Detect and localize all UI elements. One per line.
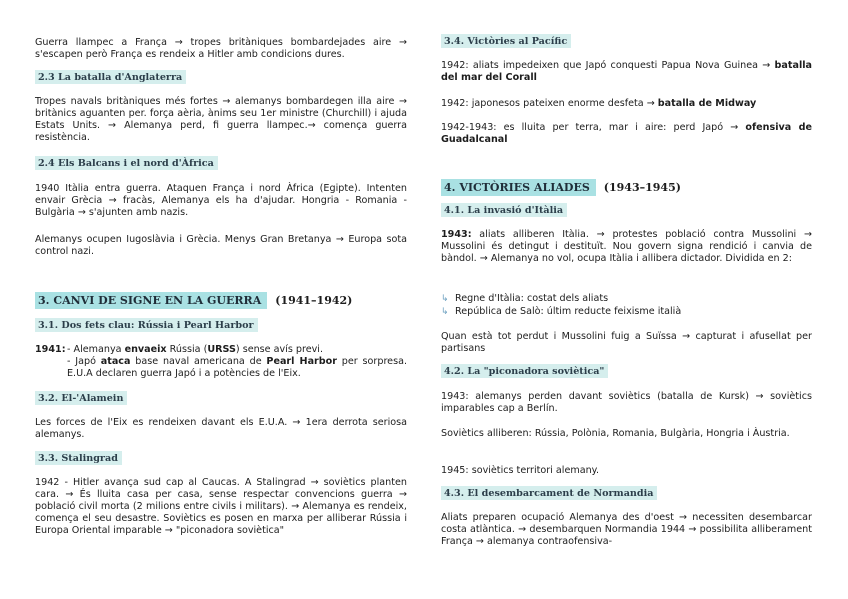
paragraph-4-1: 1943: aliats alliberen Itàlia. → protestes població contra Mussolini → Mussolini és detingut i destituït. Nou govern signa rendició i canvia de bàndol. → Alemanya no vol, ocupa Itàlia i allibera dictador. Dividida en 2: <box>441 229 812 264</box>
pacific-1942-corall: 1942: aliats impedeixen que Japó conquesti Papua Nova Guinea → batalla del mar del Corall <box>441 60 812 83</box>
heading-3-1: 3.1. Dos fets clau: Rússia i Pearl Harbor <box>35 318 258 332</box>
paragraph-4-2c: 1945: soviètics territori alemany. <box>441 465 600 476</box>
paragraph-2-4b: Alemanys ocupen Iugoslàvia i Grècia. Menys Gran Bretanya → Europa sota control nazi. <box>35 234 407 257</box>
section-3-years: (1941–1942) <box>275 294 353 307</box>
paragraph-4-3: Aliats preparen ocupació Alemanya des d'oest → necessiten desembarcar costa atlàntica. → desembarquen Normandia 1944 → possibilita alliberament França → alemanya contraofensiva- <box>441 512 812 547</box>
paragraph-4-1-end: Quan està tot perdut i Mussolini fuig a Suïssa → capturat i afusellat per partisans <box>441 331 812 354</box>
pacific-guadalcanal: 1942-1943: es lluita per terra, mar i aire: perd Japó → ofensiva de Guadalcanal <box>441 122 813 145</box>
section-3-title: 3. CANVI DE SIGNE EN LA GUERRA <box>35 292 267 309</box>
heading-4-2: 4.2. La "piconadora soviètica" <box>441 364 608 378</box>
heading-4-1: 4.1. La invasió d'Itàlia <box>441 203 567 217</box>
heading-3-4: 3.4. Victòries al Pacífic <box>441 34 571 48</box>
intro-paragraph: Guerra llampec a França → tropes britàniques bombardejades aire → s'escapen però França es rendeix a Hitler amb condicions dures. <box>35 37 407 60</box>
paragraph-2-4a: 1940 Itàlia entra guerra. Ataquen França i nord Àfrica (Egipte). Intenten envair Grècia → fracàs, Alemanya els ha d'ajudar. Hongria - Romania - Bulgària → s'ajunten amb nazis. <box>35 183 407 218</box>
section-4-years: (1943–1945) <box>603 181 681 194</box>
events-1941 <box>35 344 407 380</box>
pacific-1942-midway: 1942: japonesos pateixen enorme desfeta → batalla de Midway <box>441 98 757 109</box>
heading-2-3: 2.3 La batalla d'Anglaterra <box>35 70 186 84</box>
event-pearl-harbor: - Japó ataca base naval americana de Pearl Harbor per sorpresa. E.U.A declaren guerra Japó i a potències de l'Eix. <box>67 356 408 379</box>
heading-2-4: 2.4 Els Balcans i el nord d'Àfrica <box>35 156 218 170</box>
list-item: ↳ República de Salò: últim reducte feixisme italià <box>441 306 682 317</box>
subitem-arrow-icon: ↳ <box>441 294 449 304</box>
event-russia: - Alemanya envaeix Rússia (URSS) sense avís previ. <box>67 344 324 355</box>
paragraph-3-2: Les forces de l'Eix es rendeixen davant els E.U.A. → 1era derrota seriosa alemanys. <box>35 417 407 440</box>
section-4-title: 4. VICTÒRIES ALIADES <box>441 179 596 196</box>
paragraph-2-3: Tropes navals britàniques més fortes → alemanys bombardegen illa aire → britànics aguanten per. força aèria, ànims seu 1er ministre (Churchill) i ajuda Estats Units. → Alemanya perd, fi guerra llampec.→ comença guerra resistència. <box>35 96 407 143</box>
section-4-heading <box>441 179 681 196</box>
heading-3-2: 3.2. El-'Alamein <box>35 391 127 405</box>
paragraph-3-3: 1942 - Hitler avança sud cap al Caucas. A Stalingrad → soviètics planten cara. → És lluita casa per casa, sense respectar convencions guerra → població civil morta (2 milions entre civils i militars). → Alemanya es rendeix, comença el seu desastre. Soviètics es posen en marxa per alliberar Rússia i Europa Oriental imparable → "piconadora soviètica" <box>35 477 407 536</box>
subitem-arrow-icon: ↳ <box>441 307 449 317</box>
year-label: 1941: <box>35 344 66 355</box>
heading-4-3: 4.3. El desembarcament de Normandia <box>441 486 657 500</box>
list-item: ↳ Regne d'Itàlia: costat dels aliats <box>441 293 609 304</box>
heading-3-3: 3.3. Stalingrad <box>35 451 122 465</box>
paragraph-4-2b: Soviètics alliberen: Rússia, Polònia, Romania, Bulgària, Hongria i Àustria. <box>441 428 790 439</box>
section-3-heading <box>35 292 352 309</box>
paragraph-4-2a: 1943: alemanys perden davant soviètics (batalla de Kursk) → soviètics imparables cap a Berlín. <box>441 391 812 414</box>
